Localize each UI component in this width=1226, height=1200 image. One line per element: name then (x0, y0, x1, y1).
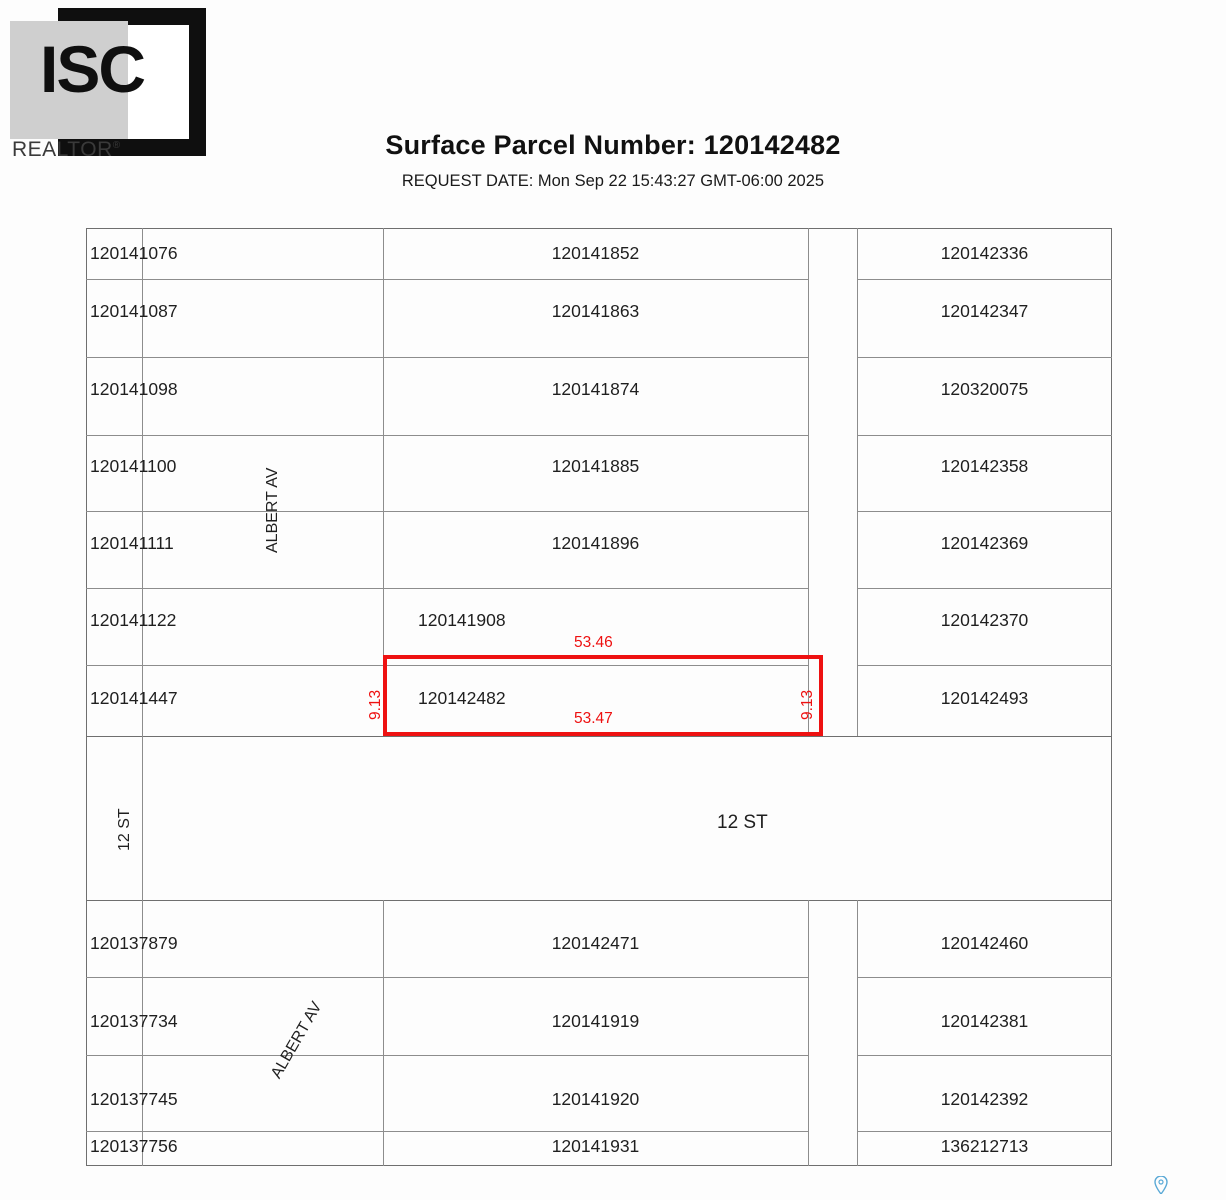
grid-hline-left-4 (86, 511, 383, 512)
parcel-label-120142336[interactable]: 120142336 (940, 243, 1029, 263)
grid-hline-right-5 (857, 588, 1112, 589)
parcel-label-120141920[interactable]: 120141920 (551, 1089, 640, 1109)
grid-hline-lower-left-3 (86, 1131, 383, 1132)
parcel-label-136212713[interactable]: 136212713 (940, 1136, 1029, 1156)
grid-hline-street-bottom (86, 900, 1112, 901)
grid-vline-12st-left (142, 736, 143, 900)
grid-hline-street-top (86, 736, 1112, 737)
dimension-left: 9.13 (367, 689, 384, 720)
grid-hline-lower-right-3 (857, 1131, 1112, 1132)
parcel-label-120142392[interactable]: 120142392 (940, 1089, 1029, 1109)
grid-hline-mid-3 (383, 435, 808, 436)
parcel-label-120137756[interactable]: 120137756 (90, 1136, 178, 1156)
parcel-label-120141087[interactable]: 120141087 (90, 301, 178, 321)
parcel-label-120141852[interactable]: 120141852 (551, 243, 640, 263)
grid-hline-mid-1 (383, 279, 808, 280)
grid-hline-lower-right-1 (857, 977, 1112, 978)
parcel-label-120142482[interactable]: 120142482 (418, 688, 506, 708)
parcel-label-120142471[interactable]: 120142471 (551, 933, 640, 953)
parcel-label-120141122[interactable]: 120141122 (90, 610, 177, 630)
parcel-label-120142370[interactable]: 120142370 (940, 610, 1029, 630)
parcel-label-120141098[interactable]: 120141098 (90, 379, 178, 399)
grid-hline-mid-2 (383, 357, 808, 358)
parcel-label-120141447[interactable]: 120141447 (90, 688, 178, 708)
parcel-label-120137734[interactable]: 120137734 (90, 1011, 178, 1031)
parcel-label-120141919[interactable]: 120141919 (551, 1011, 640, 1031)
map-border-left (86, 228, 87, 1166)
parcel-label-120137745[interactable]: 120137745 (90, 1089, 178, 1109)
grid-hline-lower-left-1 (86, 977, 383, 978)
grid-hline-right-4 (857, 511, 1112, 512)
grid-hline-lower-mid-3 (383, 1131, 808, 1132)
street-label-12-st-horizontal: 12 ST (717, 812, 768, 833)
parcel-label-120141885[interactable]: 120141885 (551, 456, 640, 476)
grid-hline-mid-4 (383, 511, 808, 512)
page-title: Surface Parcel Number: 120142482 (385, 130, 841, 160)
parcel-label-120141863[interactable]: 120141863 (551, 301, 640, 321)
parcel-label-120141874[interactable]: 120141874 (551, 379, 640, 399)
logo-wordmark: ISC (40, 32, 145, 106)
grid-hline-right-1 (857, 279, 1112, 280)
parcel-map (86, 228, 1112, 1166)
grid-hline-lower-mid-2 (383, 1055, 808, 1056)
parcel-label-120142369[interactable]: 120142369 (940, 533, 1029, 553)
map-border-top (86, 228, 1112, 229)
grid-hline-right-3 (857, 435, 1112, 436)
parcel-label-120142493[interactable]: 120142493 (940, 688, 1029, 708)
map-border-bottom (86, 1165, 1112, 1166)
grid-hline-lower-left-2 (86, 1055, 383, 1056)
parcel-label-120142460[interactable]: 120142460 (940, 933, 1029, 953)
logo-registered-mark: ® (112, 140, 121, 151)
street-label-albert-av-lower: ALBERT AV (268, 999, 326, 1082)
parcel-label-120141076[interactable]: 120141076 (90, 243, 178, 263)
parcel-label-120141908[interactable]: 120141908 (418, 610, 506, 630)
grid-vline-lower-middle-right (808, 900, 809, 1166)
parcel-label-120320075[interactable]: 120320075 (940, 379, 1029, 399)
parcel-label-120141896[interactable]: 120141896 (551, 533, 640, 553)
parcel-label-120141100[interactable]: 120141100 (90, 456, 177, 476)
request-date: REQUEST DATE: Mon Sep 22 15:43:27 GMT-06:00 2025 (401, 172, 825, 190)
grid-hline-mid-5 (383, 588, 808, 589)
street-label-12-st-vertical: 12 ST (116, 808, 133, 851)
parcel-label-120141931[interactable]: 120141931 (551, 1136, 640, 1156)
parcel-label-120142347[interactable]: 120142347 (940, 301, 1029, 321)
grid-hline-right-2 (857, 357, 1112, 358)
grid-hline-left-5 (86, 588, 383, 589)
parcel-label-120142358[interactable]: 120142358 (940, 456, 1029, 476)
grid-hline-right-6 (857, 665, 1112, 666)
dimension-top: 53.46 (574, 634, 613, 651)
grid-hline-lower-mid-1 (383, 977, 808, 978)
street-label-albert-av-upper: ALBERT AV (264, 467, 281, 553)
dimension-bottom: 53.47 (574, 710, 613, 727)
map-pin-icon (1154, 1176, 1168, 1194)
grid-hline-lower-right-2 (857, 1055, 1112, 1056)
logo-tagline-text: REALTOR (12, 138, 113, 161)
grid-hline-left-1 (86, 279, 383, 280)
parcel-label-120142381[interactable]: 120142381 (940, 1011, 1029, 1031)
grid-hline-left-2 (86, 357, 383, 358)
parcel-label-120137879[interactable]: 120137879 (90, 933, 178, 953)
grid-hline-left-6 (86, 665, 383, 666)
dimension-right: 9.13 (799, 689, 816, 720)
parcel-label-120141111[interactable]: 120141111 (90, 533, 174, 553)
grid-hline-left-3 (86, 435, 383, 436)
